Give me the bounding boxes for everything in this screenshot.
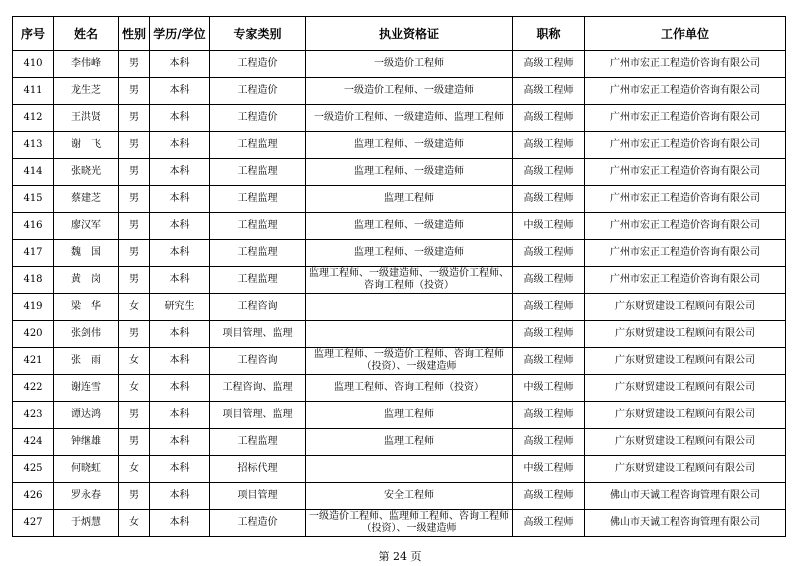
cell-gender: 男	[119, 159, 150, 186]
cell-expert-category: 工程监理	[210, 213, 306, 240]
cell-education: 本科	[150, 510, 210, 537]
cell-expert-category: 工程监理	[210, 159, 306, 186]
cell-employer: 广东财贸建设工程顾问有限公司	[585, 429, 786, 456]
table-row	[13, 294, 786, 321]
cell-index: 427	[13, 510, 54, 537]
cell-education: 本科	[150, 456, 210, 483]
cell-expert-category: 工程造价	[210, 51, 306, 78]
cell-name: 谢 飞	[54, 132, 119, 159]
cell-employer: 广东财贸建设工程顾问有限公司	[585, 456, 786, 483]
header-qualification: 执业资格证	[306, 17, 513, 51]
cell-index: 410	[13, 51, 54, 78]
cell-gender: 男	[119, 402, 150, 429]
cell-index: 415	[13, 186, 54, 213]
cell-qualification: 监理工程师、咨询工程师（投资）	[306, 375, 513, 402]
cell-education: 研究生	[150, 294, 210, 321]
cell-title: 高级工程师	[513, 240, 585, 267]
cell-qualification	[306, 321, 513, 348]
table-row	[13, 429, 786, 456]
cell-gender: 女	[119, 510, 150, 537]
cell-employer: 广东财贸建设工程顾问有限公司	[585, 321, 786, 348]
cell-gender: 女	[119, 294, 150, 321]
cell-education: 本科	[150, 267, 210, 294]
cell-qualification: 监理工程师、一级建造师	[306, 213, 513, 240]
cell-index: 420	[13, 321, 54, 348]
cell-qualification: 监理工程师	[306, 186, 513, 213]
cell-qualification: 一级造价工程师、一级建造师	[306, 78, 513, 105]
cell-expert-category: 工程咨询	[210, 294, 306, 321]
cell-gender: 男	[119, 321, 150, 348]
cell-title: 中级工程师	[513, 213, 585, 240]
cell-expert-category: 项目管理、监理	[210, 321, 306, 348]
cell-qualification: 一级造价工程师、监理师工程师、咨询工程师（投资）、一级建造师	[306, 510, 513, 537]
cell-employer: 广州市宏正工程造价咨询有限公司	[585, 186, 786, 213]
cell-expert-category: 工程监理	[210, 132, 306, 159]
cell-gender: 男	[119, 105, 150, 132]
cell-name: 张剑伟	[54, 321, 119, 348]
cell-education: 本科	[150, 483, 210, 510]
cell-employer: 广州市宏正工程造价咨询有限公司	[585, 78, 786, 105]
cell-education: 本科	[150, 132, 210, 159]
cell-expert-category: 招标代理	[210, 456, 306, 483]
cell-gender: 男	[119, 132, 150, 159]
cell-expert-category: 项目管理、监理	[210, 402, 306, 429]
cell-gender: 男	[119, 186, 150, 213]
cell-index: 421	[13, 348, 54, 375]
cell-index: 411	[13, 78, 54, 105]
cell-gender: 男	[119, 429, 150, 456]
cell-employer: 佛山市天诚工程咨询管理有限公司	[585, 510, 786, 537]
cell-qualification: 监理工程师、一级造价工程师、咨询工程师（投资）、一级建造师	[306, 348, 513, 375]
cell-name: 王洪贤	[54, 105, 119, 132]
table-row	[13, 132, 786, 159]
header-gender: 性别	[119, 17, 150, 51]
cell-name: 谭达鸿	[54, 402, 119, 429]
cell-name: 罗永春	[54, 483, 119, 510]
cell-expert-category: 工程监理	[210, 186, 306, 213]
cell-index: 426	[13, 483, 54, 510]
cell-name: 钟继雄	[54, 429, 119, 456]
header-education: 学历/学位	[150, 17, 210, 51]
table-row	[13, 483, 786, 510]
cell-title: 高级工程师	[513, 159, 585, 186]
cell-qualification	[306, 294, 513, 321]
table-row	[13, 375, 786, 402]
cell-education: 本科	[150, 213, 210, 240]
header-expert-category: 专家类别	[210, 17, 306, 51]
cell-education: 本科	[150, 321, 210, 348]
cell-gender: 男	[119, 78, 150, 105]
cell-title: 高级工程师	[513, 429, 585, 456]
cell-expert-category: 工程监理	[210, 240, 306, 267]
cell-index: 423	[13, 402, 54, 429]
cell-education: 本科	[150, 51, 210, 78]
cell-title: 高级工程师	[513, 51, 585, 78]
cell-title: 高级工程师	[513, 132, 585, 159]
cell-employer: 广东财贸建设工程顾问有限公司	[585, 402, 786, 429]
cell-index: 425	[13, 456, 54, 483]
cell-employer: 广东财贸建设工程顾问有限公司	[585, 294, 786, 321]
cell-expert-category: 工程造价	[210, 78, 306, 105]
cell-education: 本科	[150, 240, 210, 267]
cell-employer: 广州市宏正工程造价咨询有限公司	[585, 159, 786, 186]
header-employer: 工作单位	[585, 17, 786, 51]
cell-index: 419	[13, 294, 54, 321]
cell-employer: 广东财贸建设工程顾问有限公司	[585, 375, 786, 402]
cell-qualification: 一级造价工程师	[306, 51, 513, 78]
cell-qualification: 一级造价工程师、一级建造师、监理工程师	[306, 105, 513, 132]
table-row	[13, 321, 786, 348]
cell-expert-category: 工程造价	[210, 105, 306, 132]
cell-name: 于炳慧	[54, 510, 119, 537]
cell-name: 黄 岗	[54, 267, 119, 294]
table-row	[13, 348, 786, 375]
header-title: 职称	[513, 17, 585, 51]
cell-name: 蔡建芝	[54, 186, 119, 213]
cell-index: 414	[13, 159, 54, 186]
cell-title: 高级工程师	[513, 267, 585, 294]
cell-title: 高级工程师	[513, 348, 585, 375]
cell-title: 高级工程师	[513, 105, 585, 132]
cell-qualification: 监理工程师、一级建造师	[306, 132, 513, 159]
cell-name: 何晓虹	[54, 456, 119, 483]
cell-employer: 广州市宏正工程造价咨询有限公司	[585, 51, 786, 78]
cell-index: 417	[13, 240, 54, 267]
cell-index: 416	[13, 213, 54, 240]
cell-gender: 男	[119, 51, 150, 78]
cell-qualification	[306, 456, 513, 483]
table-row	[13, 105, 786, 132]
table-row	[13, 240, 786, 267]
table-row	[13, 510, 786, 537]
cell-education: 本科	[150, 402, 210, 429]
cell-employer: 佛山市天诚工程咨询管理有限公司	[585, 483, 786, 510]
cell-employer: 广州市宏正工程造价咨询有限公司	[585, 105, 786, 132]
cell-name: 张 雨	[54, 348, 119, 375]
cell-employer: 广东财贸建设工程顾问有限公司	[585, 348, 786, 375]
table-row	[13, 186, 786, 213]
cell-gender: 男	[119, 267, 150, 294]
table-body	[13, 51, 786, 537]
cell-title: 高级工程师	[513, 402, 585, 429]
cell-name: 李伟峰	[54, 51, 119, 78]
cell-education: 本科	[150, 105, 210, 132]
cell-gender: 女	[119, 456, 150, 483]
cell-index: 412	[13, 105, 54, 132]
cell-employer: 广州市宏正工程造价咨询有限公司	[585, 240, 786, 267]
cell-name: 梁 华	[54, 294, 119, 321]
cell-education: 本科	[150, 348, 210, 375]
table-row	[13, 402, 786, 429]
cell-title: 高级工程师	[513, 186, 585, 213]
cell-qualification: 监理工程师、一级建造师	[306, 159, 513, 186]
cell-name: 谢连雪	[54, 375, 119, 402]
cell-qualification: 监理工程师	[306, 429, 513, 456]
cell-education: 本科	[150, 159, 210, 186]
cell-title: 高级工程师	[513, 294, 585, 321]
header-name: 姓名	[54, 17, 119, 51]
expert-roster-table	[12, 16, 786, 537]
cell-index: 422	[13, 375, 54, 402]
cell-qualification: 监理工程师、一级建造师、一级造价工程师、咨询工程师（投资）	[306, 267, 513, 294]
cell-title: 高级工程师	[513, 483, 585, 510]
cell-expert-category: 工程监理	[210, 267, 306, 294]
table-row	[13, 159, 786, 186]
cell-gender: 男	[119, 240, 150, 267]
cell-gender: 女	[119, 375, 150, 402]
cell-qualification: 监理工程师、一级建造师	[306, 240, 513, 267]
table-row	[13, 51, 786, 78]
page-number: 第 24 页	[378, 550, 422, 563]
cell-title: 高级工程师	[513, 321, 585, 348]
cell-qualification: 监理工程师	[306, 402, 513, 429]
table-row	[13, 78, 786, 105]
cell-name: 魏 国	[54, 240, 119, 267]
cell-expert-category: 工程咨询、监理	[210, 375, 306, 402]
cell-education: 本科	[150, 429, 210, 456]
cell-gender: 男	[119, 483, 150, 510]
cell-index: 424	[13, 429, 54, 456]
cell-employer: 广州市宏正工程造价咨询有限公司	[585, 213, 786, 240]
cell-education: 本科	[150, 78, 210, 105]
cell-title: 中级工程师	[513, 456, 585, 483]
cell-title: 高级工程师	[513, 510, 585, 537]
table-row	[13, 456, 786, 483]
table-header-row	[13, 17, 786, 51]
cell-index: 418	[13, 267, 54, 294]
cell-employer: 广州市宏正工程造价咨询有限公司	[585, 132, 786, 159]
header-index: 序号	[13, 17, 54, 51]
table-row	[13, 267, 786, 294]
cell-name: 龙生芝	[54, 78, 119, 105]
cell-expert-category: 工程咨询	[210, 348, 306, 375]
cell-name: 廖汉军	[54, 213, 119, 240]
cell-expert-category: 项目管理	[210, 483, 306, 510]
cell-expert-category: 工程监理	[210, 429, 306, 456]
table-row	[13, 213, 786, 240]
cell-index: 413	[13, 132, 54, 159]
cell-gender: 女	[119, 348, 150, 375]
cell-title: 中级工程师	[513, 375, 585, 402]
cell-education: 本科	[150, 375, 210, 402]
cell-qualification: 安全工程师	[306, 483, 513, 510]
cell-education: 本科	[150, 186, 210, 213]
cell-expert-category: 工程造价	[210, 510, 306, 537]
cell-gender: 男	[119, 213, 150, 240]
cell-title: 高级工程师	[513, 78, 585, 105]
cell-employer: 广州市宏正工程造价咨询有限公司	[585, 267, 786, 294]
cell-name: 张晓光	[54, 159, 119, 186]
